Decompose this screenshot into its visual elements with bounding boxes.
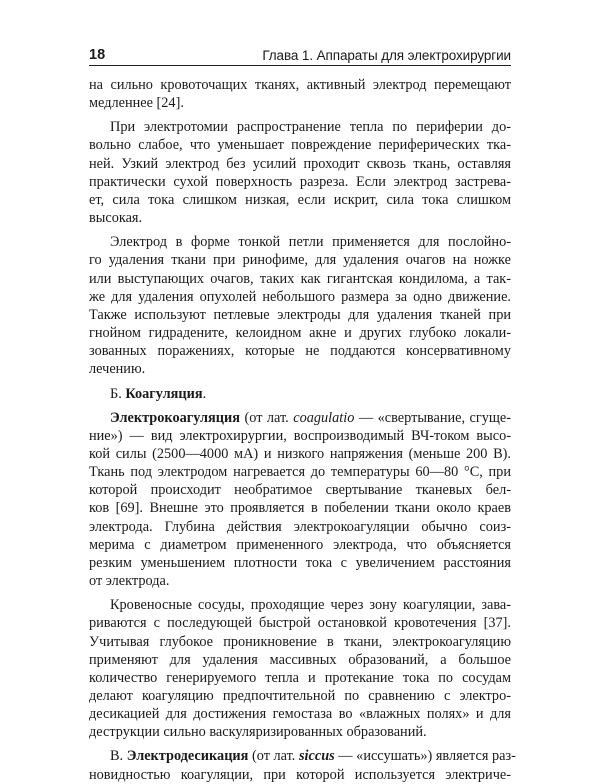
text-line: делают коагуляцию предпочтительной по сравнению с электро- [89,688,511,704]
chapter-title: Глава 1. Аппараты для электрохирургии [262,48,511,63]
text-line [89,409,511,427]
text-line: же для удаления опухолей небольшого размера за одно движение. [89,288,511,305]
text-line: кой силы (2500—4000 мА) и низкого напряжения (меньше 200 В). [89,445,511,462]
text-line: медленнее [24]. [89,95,184,112]
text-line [89,747,516,765]
text-line: При электротомии распространение тепла по периферии до- [110,119,511,136]
text-line: го удаления ткани при ринофиме, для удаления очагов на ножке [89,252,511,269]
text-line: Также используют петлевые электроды для удаления тканей при [89,306,511,323]
text-line: на сильно кровоточащих тканях, активный электрод перемещают [89,77,511,93]
text-line: лечению. [89,361,146,378]
page-number: 18 [89,47,106,63]
paragraph-electrodesiccation [89,747,516,783]
text-line: Учитывая глубокое проникновение в ткани, электрокоагуляцию [89,633,511,650]
text-line: которой происходит необратимое свертывание тканевых бел- [89,482,511,499]
section-heading-coagulation [89,385,511,403]
section-prefix: В. [110,748,127,765]
term-italic-bold: siccus [298,748,335,765]
text-line: ние») — вид электрохирургии, воспроизводимый ВЧ-током высо- [89,427,511,444]
header-rule [89,65,511,66]
term-bold: Электродесикация [126,748,249,765]
term-italic: coagulatio [293,409,355,426]
section-prefix: Б. [110,385,126,402]
paragraph-loop-electrode [89,233,511,378]
text-line: риваются с последующей быстрой остановкой кровотечения [37]. [89,615,511,632]
text-line: деструкции сильно васкуляризированных образований. [89,724,427,741]
text-line: вольно слабое, что уменьшает повреждение периферических тка- [89,137,511,154]
paragraph-electrocoagulation [89,409,511,591]
paragraph-continued [89,76,511,112]
text-line [89,385,511,403]
text-line: высокая. [89,210,143,227]
text-line: Кровеносные сосуды, проходящие через зону коагуляции, зава- [110,597,511,614]
text-line: или выступающих очагов, таких как гигантская кондилома, а так- [89,270,511,287]
text-line: мерима с диаметром примененного электрода, что объясняется [89,536,511,553]
text-line: от электрода. [89,573,170,590]
text-line: ет, сила тока слишком низкая, если искрит, сила тока слишком [89,191,511,208]
paragraph-electrotomy [89,118,511,227]
text-line: зованных поражениях, которые не поддаются консервативному [89,343,511,360]
text-line: количество генерируемого тепла и протекание тока по сосудам [89,669,511,686]
running-header [89,43,511,63]
text-line: ков [69]. Внешне это проявляется в побелении ткани около краев [89,500,511,517]
text-line: новидностью коагуляции, при которой используется электриче- [89,766,511,783]
paragraph-vessels [89,596,511,741]
text-line: Ткань под электродом нагревается до температуры 60—80 °С, при [89,464,511,481]
text-line: резким уменьшением плотности тока с увеличением расстояния [89,554,511,571]
text-line: ней. Узкий электрод без усилий проходит сквозь ткань, оставляя [89,155,511,172]
text-line: практически сухой поверхность разреза. Если электрод застрева- [89,173,511,190]
section-suffix: . [202,385,207,402]
section-title: Коагуляция [125,385,203,402]
text-line: десикацией для достижения гемостаза во «влажных полях» и для [89,706,511,723]
inline-text: (от лат. [240,409,294,426]
term-bold: Электрокоагуляция [110,409,241,426]
text-line: гнойном гидрадените, келоидном акне и других глубоко локали- [89,325,511,342]
page-body [89,76,516,784]
inline-text: — «иссушать») является раз- [334,748,516,765]
text-line: применяют для удаления массивных образований, а большое [89,651,511,668]
text-line: Электрод в форме тонкой петли применяется для послойно- [110,234,511,251]
inline-text: (от лат. [248,748,299,765]
text-line: электрода. Глубина действия электрокоагуляции обычно соиз- [89,518,511,535]
inline-text: — «свертывание, сгуще- [354,409,511,426]
